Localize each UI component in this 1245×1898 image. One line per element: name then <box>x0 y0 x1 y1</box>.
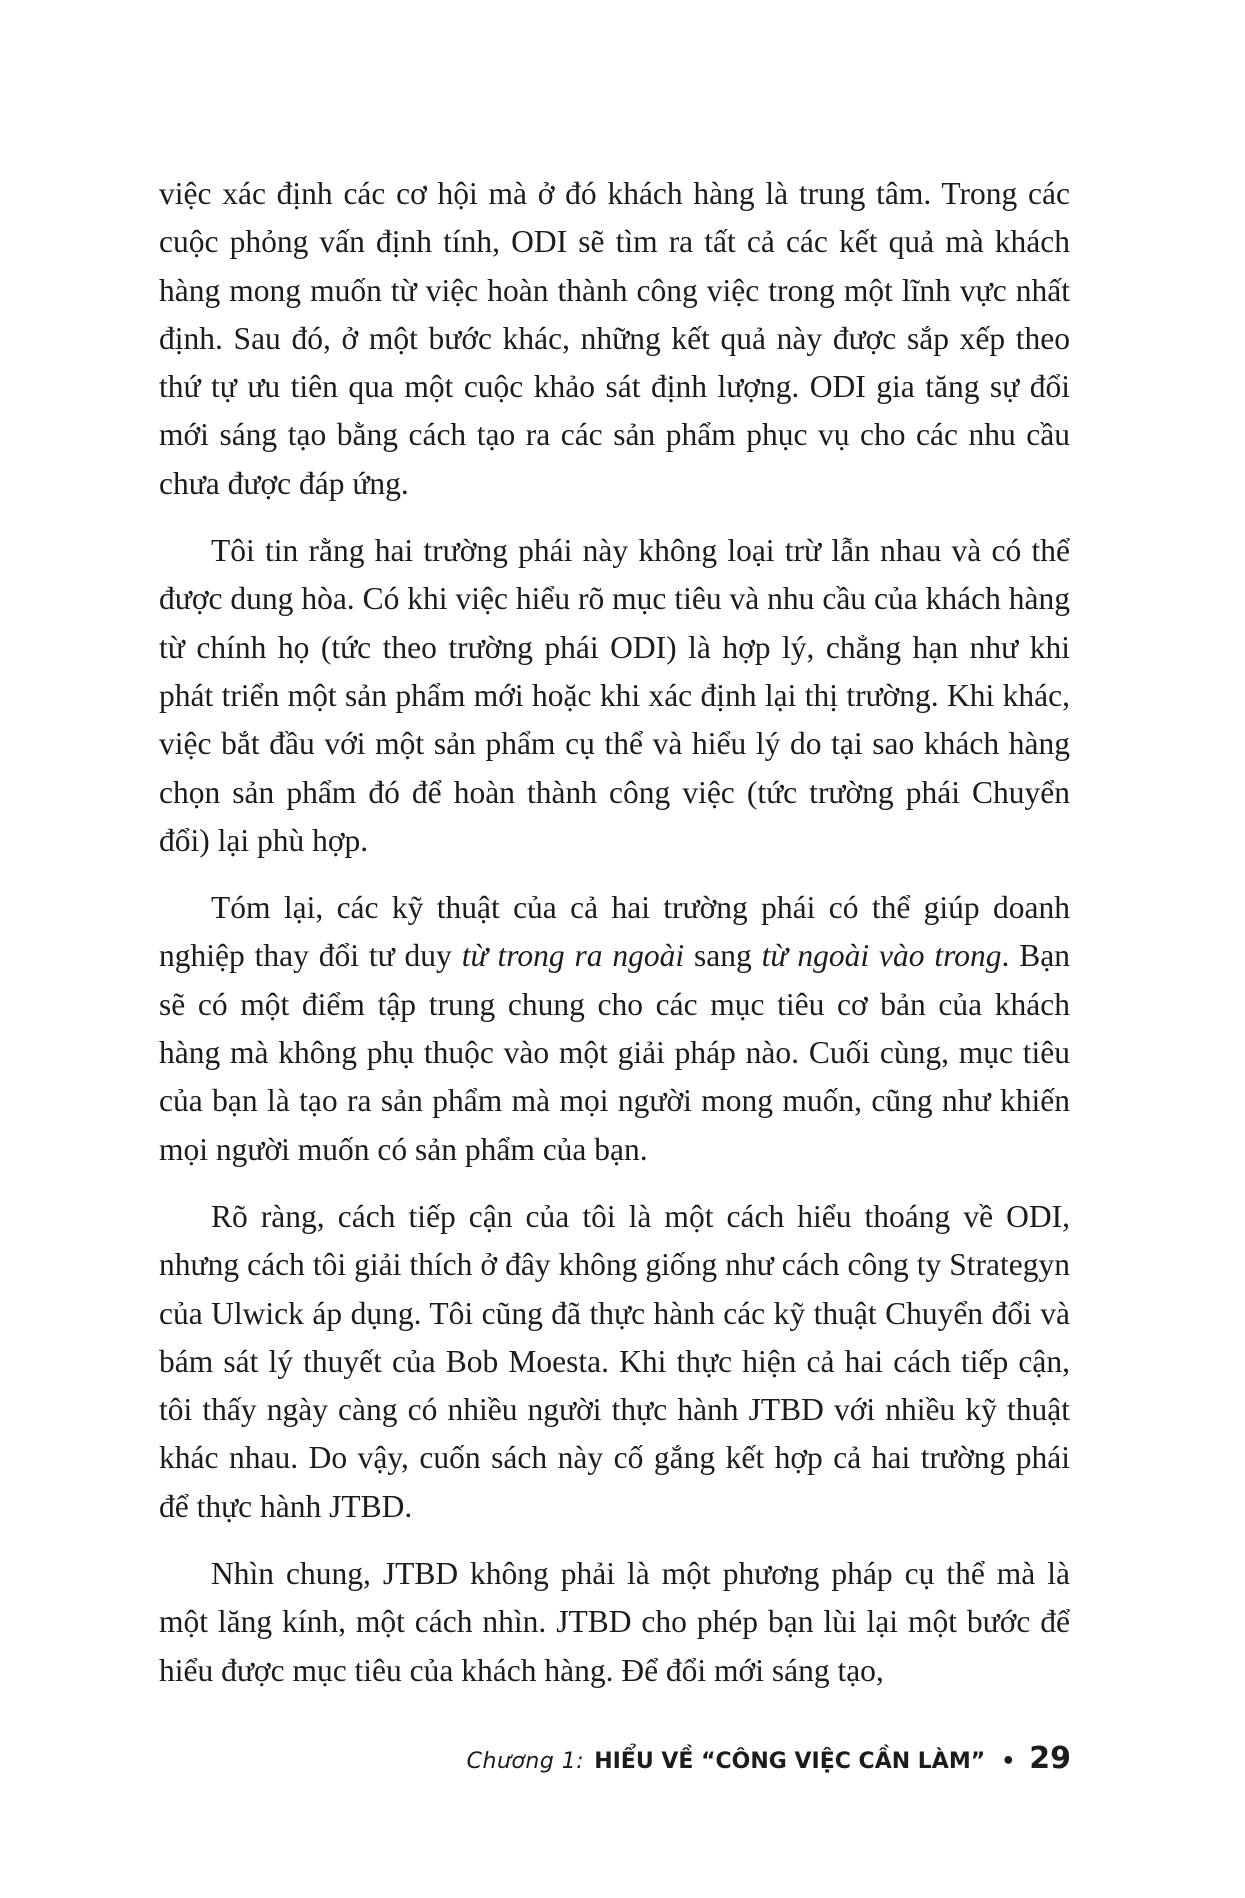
paragraph-2 <box>159 527 1070 865</box>
paragraph-text: Rõ ràng, cách tiếp cận của tôi là một cách hiểu thoáng về ODI, nhưng cách tôi giải thích ở đây không giống như cách công ty Strategyn của Ulwick áp dụng. Tôi cũng đã thực hành các kỹ thuật Chuyển đổi và bám sát lý thuyết của Bob Moesta. Khi thực hiện cả hai cách tiếp cận, tôi thấy ngày càng có nhiều người thực hành JTBD với nhiều kỹ thuật khác nhau. Do vậy, cuốn sách này cố gắng kết hợp cả hai trường phái để thực hành JTBD. <box>159 1198 1070 1524</box>
paragraph-3 <box>159 884 1070 1174</box>
paragraph-text: Tóm lại, các kỹ thuật của cả hai trường phái có thể giúp doanh nghiệp thay đổi tư duy <box>159 890 1070 974</box>
page-number: 29 <box>1029 1741 1071 1776</box>
chapter-label: Chương 1: <box>466 1749 585 1774</box>
footer-separator: • <box>1001 1749 1016 1774</box>
paragraph-text: Tôi tin rằng hai trường phái này không loại trừ lẫn nhau và có thể được dung hòa. Có khi việc hiểu rõ mục tiêu và nhu cầu của khách hàng từ chính họ (tức theo trường phái ODI) là hợp lý, chẳng hạn như khi phát triển một sản phẩm mới hoặc khi xác định lại thị trường. Khi khác, việc bắt đầu với một sản phẩm cụ thể và hiểu lý do tại sao khách hàng chọn sản phẩm đó để hoàn thành công việc (tức trường phái Chuyển đổi) lại phù hợp. <box>159 533 1070 858</box>
italic-phrase: từ ngoài vào trong <box>761 938 1002 974</box>
chapter-title: HIỂU VỀ “CÔNG VIỆC CẦN LÀM” <box>594 1749 986 1774</box>
paragraph-text: . Bạn sẽ có một điểm tập trung chung cho các mục tiêu cơ bản của khách hàng mà không phụ thuộc vào một giải pháp nào. Cuối cùng, mục tiêu của bạn là tạo ra sản phẩm mà mọi người mong muốn, cũng như khiến mọi người muốn có sản phẩm của bạn. <box>159 938 1070 1167</box>
paragraph-text: Nhìn chung, JTBD không phải là một phương pháp cụ thể mà là một lăng kính, một cách nhìn. JTBD cho phép bạn lùi lại một bước để hiểu được mục tiêu của khách hàng. Để đổi mới sáng tạo, <box>159 1556 1070 1688</box>
paragraph-4 <box>159 1193 1070 1531</box>
page-footer <box>467 1741 1071 1776</box>
body-text <box>159 170 1070 1714</box>
paragraph-1 <box>159 170 1070 508</box>
italic-phrase: từ trong ra ngoài <box>461 938 685 974</box>
paragraph-text: việc xác định các cơ hội mà ở đó khách hàng là trung tâm. Trong các cuộc phỏng vấn định tính, ODI sẽ tìm ra tất cả các kết quả mà khách hàng mong muốn từ việc hoàn thành công việc trong một lĩnh vực nhất định. Sau đó, ở một bước khác, những kết quả này được sắp xếp theo thứ tự ưu tiên qua một cuộc khảo sát định lượng. ODI gia tăng sự đổi mới sáng tạo bằng cách tạo ra các sản phẩm phục vụ cho các nhu cầu chưa được đáp ứng. <box>159 176 1070 501</box>
paragraph-text: sang <box>684 938 762 974</box>
paragraph-5 <box>159 1550 1070 1695</box>
